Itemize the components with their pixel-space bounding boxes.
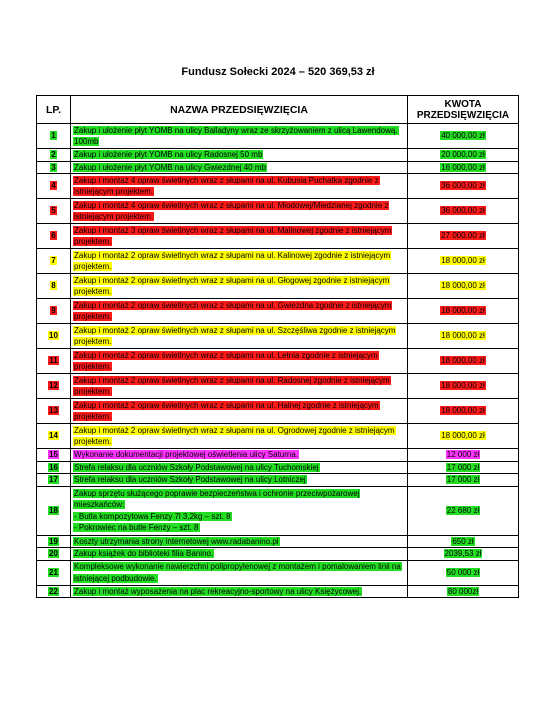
row-name-cell — [71, 224, 408, 249]
row-lp-cell — [37, 461, 71, 474]
row-amount: 12 000 zł — [446, 450, 480, 459]
row-lp: 5 — [51, 206, 56, 216]
row-amount: 18 000,00 zł — [441, 406, 485, 416]
row-name: Zakup i ułożenie płyt YOMB na ulicy Balladyny wraz ze skrzyżowaniem z ulicą Lawendową. 100mb — [74, 125, 398, 146]
row-amount-cell — [408, 374, 519, 399]
row-amount-cell — [408, 249, 519, 274]
row-amount: 40 000,00 zł — [441, 131, 485, 141]
document-title: Fundusz Sołecki 2024 – 520 369,53 zł — [181, 66, 375, 78]
table-row — [37, 274, 519, 299]
row-lp: 10 — [49, 331, 58, 341]
row-name: Wykonanie dokumentacji projektowej oświetlenia ulicy Saturna. — [74, 450, 299, 459]
row-name-cell — [71, 199, 408, 224]
row-amount: 36 000,00 zł — [441, 181, 485, 191]
row-name: Zakup i montaż 2 opraw świetlnych wraz z słupami na ul. Gwiezdna zgodnie z istniejącym projektem. — [74, 300, 392, 321]
table-row — [37, 161, 519, 174]
row-amount: 18 000,00 zł — [441, 256, 485, 266]
row-amount-cell — [408, 560, 519, 585]
row-name-cell — [71, 249, 408, 274]
row-name: Zakup i montaż 2 opraw świetlnych wraz z słupami na ul. Głogowej zgodnie z istniejącym projektem. — [74, 275, 390, 296]
row-lp-cell — [37, 349, 71, 374]
row-lp: 9 — [51, 306, 56, 316]
table-row — [37, 461, 519, 474]
row-name: Strefa relaksu dla uczniów Szkoły Podstawowej na ulicy Lotniczej — [74, 475, 306, 484]
row-amount-cell — [408, 299, 519, 324]
row-lp: 11 — [49, 356, 58, 366]
row-amount: 36 000,00 zł — [441, 206, 485, 216]
row-name: Koszty utrzymania strony internetowej www.radabanino.pl — [74, 536, 279, 546]
row-lp: 16 — [49, 462, 58, 472]
row-name-cell — [71, 161, 408, 174]
row-amount: 2039,53 zł — [444, 549, 482, 558]
projects-table — [36, 95, 519, 598]
row-lp-cell — [37, 474, 71, 487]
row-amount-cell — [408, 149, 519, 162]
row-name-cell — [71, 324, 408, 349]
row-lp: 15 — [49, 450, 58, 459]
row-lp: 4 — [51, 181, 56, 191]
row-name: Zakup i montaż 2 opraw świetlnych wraz z słupami na ul. Radosnej zgodnie z istniejącym projektem. — [74, 375, 390, 396]
header-name: NAZWA PRZEDSIĘWZIĘCIA — [71, 96, 408, 124]
row-name-cell — [71, 424, 408, 449]
table-row — [37, 424, 519, 449]
row-lp-cell — [37, 486, 71, 535]
row-name: Zakup i montaż wyposażenia na plac rekreacyjno-sportowy na ulicy Księżycowej. — [74, 586, 362, 596]
row-amount-cell — [408, 161, 519, 174]
row-name: Zakup i montaż 2 opraw świetlnych wraz z słupami na ul. Ogrodowej zgodnie z istniejącym projektem. — [74, 425, 395, 446]
row-amount: 18 000,00 zł — [441, 356, 485, 366]
table-row — [37, 224, 519, 249]
row-amount: 16 000,00 zł — [441, 162, 485, 172]
row-name: Zakup książek do biblioteki filia Banino. — [74, 549, 214, 558]
row-amount: 18 000,00 zł — [441, 281, 485, 291]
row-name: Zakup sprzętu służącego poprawie bezpieczeństwa i ochronie przeciwpożarowej mieszkańców: — [74, 488, 360, 509]
row-name-cell — [71, 461, 408, 474]
row-lp: 12 — [49, 381, 58, 391]
header-amount-line1: KWOTA — [444, 98, 482, 110]
row-amount: 17 000 zł — [446, 475, 480, 484]
row-lp-cell — [37, 174, 71, 199]
row-name-cell — [71, 174, 408, 199]
table-row — [37, 299, 519, 324]
row-amount-cell — [408, 174, 519, 199]
row-amount: 18 000,00 zł — [441, 306, 485, 316]
row-name: Strefa relaksu dla uczniów Szkoły Podstawowej na ulicy Tuchomskiej — [74, 462, 319, 472]
row-lp-cell — [37, 424, 71, 449]
row-lp-cell — [37, 585, 71, 598]
row-lp-cell — [37, 249, 71, 274]
row-amount-cell — [408, 461, 519, 474]
table-row — [37, 149, 519, 162]
row-name-cell — [71, 399, 408, 424]
row-lp: 3 — [51, 162, 56, 172]
row-amount-cell — [408, 274, 519, 299]
row-lp: 19 — [49, 536, 58, 546]
row-name: Zakup i montaż 2 opraw świetlnych wraz z słupami na ul. Halnej zgodnie z istniejącym projektem. — [74, 400, 379, 421]
row-amount-cell — [408, 486, 519, 535]
row-amount-cell — [408, 399, 519, 424]
table-row — [37, 585, 519, 598]
row-lp-cell — [37, 548, 71, 561]
row-lp: 2 — [51, 150, 56, 159]
row-amount-cell — [408, 224, 519, 249]
row-name: Zakup i montaż 2 opraw świetlnych wraz z słupami na ul. Letnia zgodnie z istniejącym projektem. — [74, 350, 378, 371]
row-subitem: - Butla kompozytowa Fenzy 7l 3,2kg – szt. 8 — [74, 511, 231, 521]
row-lp-cell — [37, 535, 71, 548]
row-amount: 18 000,00 zł — [441, 331, 485, 341]
row-lp-cell — [37, 399, 71, 424]
row-lp-cell — [37, 324, 71, 349]
row-amount-cell — [408, 124, 519, 149]
row-lp-cell — [37, 374, 71, 399]
table-row — [37, 474, 519, 487]
row-amount-cell — [408, 324, 519, 349]
table-row — [37, 535, 519, 548]
table-row — [37, 174, 519, 199]
row-amount: 27 000,00 zł — [441, 231, 485, 241]
row-lp: 7 — [51, 256, 56, 266]
row-lp-cell — [37, 161, 71, 174]
row-subitem: - Pokrowiec na butle Fenzy – szt. 8 — [74, 523, 199, 532]
table-row — [37, 449, 519, 462]
row-lp-cell — [37, 449, 71, 462]
row-name: Zakup i montaż 2 opraw świetlnych wraz z słupami na ul. Kalinowej zgodnie z istniejącym projektem. — [74, 250, 391, 271]
row-lp: 1 — [51, 131, 56, 141]
row-amount-cell — [408, 349, 519, 374]
row-name-cell — [71, 374, 408, 399]
row-lp: 6 — [51, 231, 56, 241]
header-row — [37, 96, 519, 124]
row-name-cell — [71, 299, 408, 324]
row-name: Zakup i ułożenie płyt YOMB na ulicy Radosnej 50 mb — [74, 150, 263, 159]
row-name: Zakup i montaż 4 opraw świetlnych wraz z słupami na ul. Kubusia Puchatka zgodnie z istniejącym projektem. — [74, 175, 379, 196]
row-lp: 21 — [49, 567, 58, 577]
row-lp: 13 — [49, 406, 58, 416]
table-row — [37, 486, 519, 535]
table-row — [37, 374, 519, 399]
row-amount: 18 000,00 zł — [441, 381, 485, 391]
row-amount: 22 680 zł — [446, 505, 480, 515]
row-lp-cell — [37, 560, 71, 585]
row-name-cell — [71, 560, 408, 585]
row-lp: 22 — [49, 586, 58, 596]
row-amount: 17 000 zł — [446, 462, 480, 472]
table-row — [37, 548, 519, 561]
table-row — [37, 399, 519, 424]
row-lp: 8 — [51, 281, 56, 291]
table-row — [37, 249, 519, 274]
row-lp: 14 — [49, 431, 58, 441]
table-row — [37, 324, 519, 349]
row-lp-cell — [37, 274, 71, 299]
row-name: Zakup i ułożenie płyt YOMB na ulicy Gwiezdnej 40 mb — [74, 162, 266, 172]
row-amount: 80 000zł — [447, 586, 479, 596]
row-amount: 20 000,00 zł — [441, 150, 485, 159]
row-name-cell — [71, 149, 408, 162]
row-name-cell — [71, 124, 408, 149]
row-name-cell — [71, 548, 408, 561]
header-amount — [408, 96, 519, 124]
row-amount-cell — [408, 424, 519, 449]
row-name: Zakup i montaż 3 opraw świetlnych wraz z słupami na ul. Malinowej zgodnie z istniejącym projektem. — [74, 225, 392, 246]
row-amount: 650 zł — [452, 536, 474, 546]
row-lp-cell — [37, 224, 71, 249]
row-lp: 18 — [49, 505, 58, 515]
row-amount: 18 000,00 zł — [441, 431, 485, 441]
row-amount-cell — [408, 535, 519, 548]
row-lp-cell — [37, 124, 71, 149]
row-amount-cell — [408, 449, 519, 462]
row-name-cell — [71, 585, 408, 598]
row-lp: 20 — [49, 549, 58, 558]
row-name: Kompleksowe wykonanie nawierzchni polipropylenowej z montażem i pomalowaniem linii na istniejącej podbudowie. — [74, 562, 401, 583]
row-amount-cell — [408, 548, 519, 561]
table-row — [37, 124, 519, 149]
row-name-cell — [71, 449, 408, 462]
table-row — [37, 560, 519, 585]
row-lp-cell — [37, 199, 71, 224]
row-amount-cell — [408, 199, 519, 224]
row-name-cell — [71, 535, 408, 548]
row-lp: 17 — [49, 475, 58, 484]
row-lp-cell — [37, 299, 71, 324]
header-amount-line2: PRZEDSIĘWZIĘCIA — [416, 109, 510, 121]
row-amount-cell — [408, 474, 519, 487]
table-row — [37, 199, 519, 224]
row-lp-cell — [37, 149, 71, 162]
row-name: Zakup i montaż 2 opraw świetlnych wraz z słupami na ul. Szczęśliwa zgodnie z istniejącym projektem. — [74, 325, 396, 346]
table-row — [37, 349, 519, 374]
row-name: Zakup i montaż 4 opraw świetlnych wraz z słupami na ul. Miodowej/Miedzianej zgodnie z istniejącym projektem. — [74, 200, 389, 221]
row-name-cell — [71, 486, 408, 535]
row-name-cell — [71, 274, 408, 299]
row-name-cell — [71, 474, 408, 487]
row-amount: 50 000 zł — [446, 567, 480, 577]
header-lp: LP. — [37, 96, 71, 124]
row-amount-cell — [408, 585, 519, 598]
row-name-cell — [71, 349, 408, 374]
